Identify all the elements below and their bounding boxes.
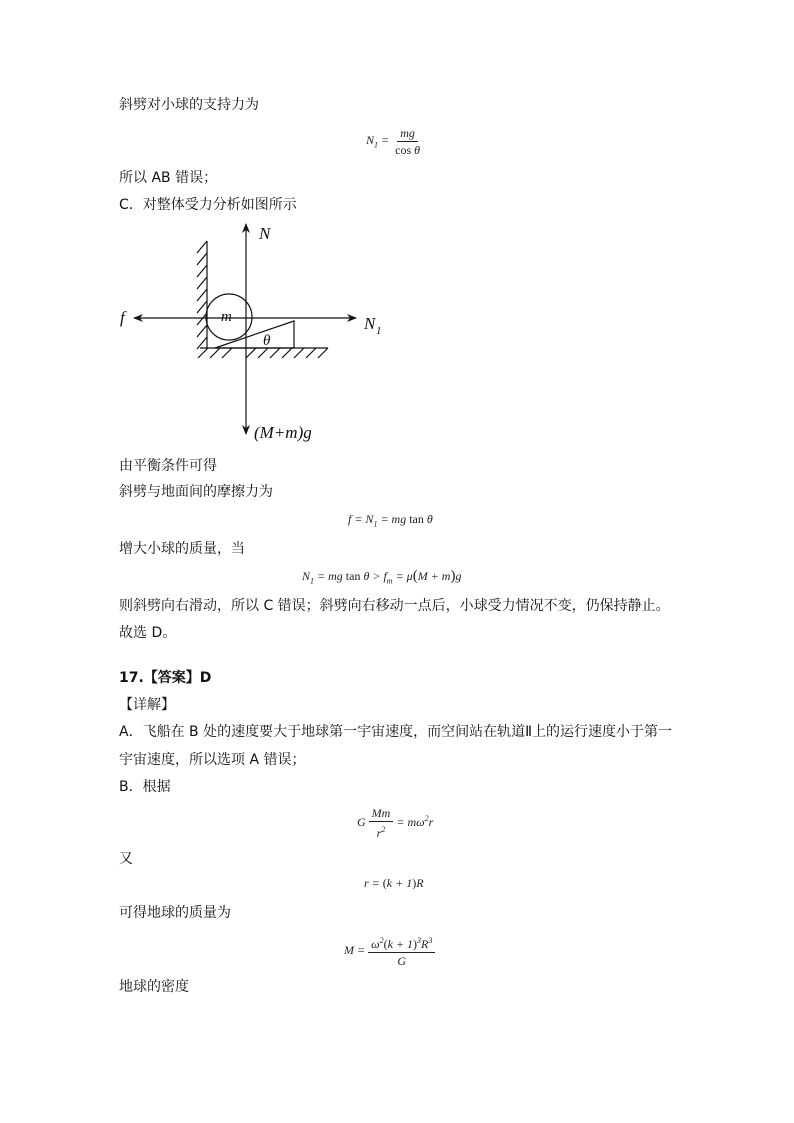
wall-surface bbox=[197, 241, 207, 349]
text-line: B．根据 bbox=[119, 779, 171, 795]
label-m: m bbox=[221, 309, 232, 325]
text-line: C．对整体受力分析如图所示 bbox=[119, 197, 297, 213]
text-line: 斜劈对小球的支持力为 bbox=[119, 97, 259, 113]
text-line: 故选 D。 bbox=[119, 625, 177, 641]
text-line: 地球的密度 bbox=[119, 979, 189, 995]
text-line: 增大小球的质量，当 bbox=[119, 541, 245, 557]
text-line: 由平衡条件可得 bbox=[119, 458, 217, 474]
label-f: f bbox=[120, 308, 125, 327]
answer-heading: 17.【答案】D bbox=[119, 670, 212, 686]
text-line: 【详解】 bbox=[119, 697, 175, 713]
ground-surface bbox=[198, 348, 328, 358]
force-diagram bbox=[110, 215, 400, 445]
text-line: 斜劈与地面间的摩擦力为 bbox=[119, 484, 273, 500]
text-line: 所以 AB 错误； bbox=[119, 170, 218, 186]
equation-n1: $N_1$ = $\frac{mg}{\text{cos θ}}$ bbox=[366, 126, 421, 157]
text-line: A．飞船在 B 处的速度要大于地球第一宇宙速度，而空间站在轨道Ⅱ上的运行速度小于第一 bbox=[119, 724, 672, 740]
text-line: 则斜劈向右滑动，所以 C 错误；斜劈向右移动一点后，小球受力情况不变，仍保持静止。 bbox=[119, 598, 670, 614]
equation-gravity: G $\frac{Mm}{r^2}$ = $m\omega^2r$ bbox=[357, 806, 434, 840]
text-line: 宇宙速度，所以选项 A 错误； bbox=[119, 752, 306, 768]
wedge bbox=[215, 321, 294, 348]
text-line: 可得地球的质量为 bbox=[119, 905, 231, 921]
equation-friction: $f = N_1$ = mg tan θ bbox=[348, 512, 433, 529]
label-n1-subscript: 1 bbox=[376, 325, 382, 337]
equation-radius: r = (k + 1)R bbox=[364, 876, 424, 890]
equation-condition: $N_1$ = mg $\tan \theta > f_m = \mu(M + m)g$ bbox=[302, 568, 462, 586]
label-weight: (M+m)g bbox=[254, 423, 312, 442]
equation-mass: M = $\frac{\omega^2(k + 1)^3R^3}{G}$ bbox=[344, 934, 435, 968]
label-n1: N bbox=[364, 314, 376, 333]
label-theta: θ bbox=[263, 333, 271, 349]
text-line: 又 bbox=[119, 851, 133, 867]
label-n: N bbox=[259, 224, 271, 243]
